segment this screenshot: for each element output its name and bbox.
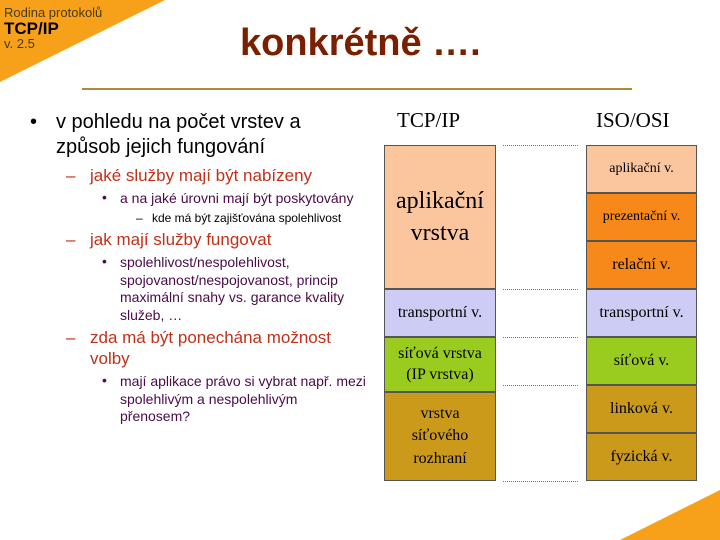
bullet-app-choice: • mají aplikace právo si vybrat např. mezi spolehlivým a nespolehlivým přenosem? xyxy=(26,373,366,426)
isoosi-layer-datalink-label: linková v. xyxy=(610,400,673,417)
tcpip-layer-network-label: síťová vrstva (IP vrstva) xyxy=(398,344,482,383)
isoosi-layer-presentation-label: prezentační v. xyxy=(602,209,681,224)
tcpip-layer-network xyxy=(384,337,496,392)
connector-line xyxy=(503,385,578,386)
slide-badge xyxy=(4,6,102,51)
bullet-how-services-work: – jak mají služby fungovat xyxy=(26,230,366,250)
tcpip-layer-link-label: vrstva síťového rozhraní xyxy=(411,404,469,467)
connector-line xyxy=(503,289,578,290)
slide-title: konkrétně …. xyxy=(240,22,481,64)
isoosi-layer-physical-label: fyzická v. xyxy=(610,448,673,465)
bullet-list xyxy=(26,110,366,429)
badge-name: Rodina protokolů xyxy=(4,5,103,20)
tcpip-layer-link xyxy=(384,392,496,481)
title-underline xyxy=(82,88,632,90)
tcpip-column-header: TCP/IP xyxy=(397,108,461,132)
isoosi-layer-application-label: aplikační v. xyxy=(609,161,674,176)
isoosi-layer-transport-label: transportní v. xyxy=(599,304,684,321)
tcpip-layer-application xyxy=(384,145,496,289)
isoosi-layer-network xyxy=(586,337,697,385)
isoosi-layer-presentation xyxy=(586,193,697,241)
isoosi-layer-datalink xyxy=(586,385,697,433)
connector-line xyxy=(503,145,578,146)
badge-protocol: TCP/IP xyxy=(4,18,59,38)
badge-version: v. 2.5 xyxy=(4,36,35,52)
isoosi-layer-transport xyxy=(586,289,697,337)
connector-line xyxy=(503,481,578,482)
bullet-service-level: • a na jaké úrovni mají být poskytovány xyxy=(26,190,366,208)
bullet-services-offered: – jaké služby mají být nabízeny xyxy=(26,166,366,186)
corner-decoration-bottom-right xyxy=(620,490,720,540)
connector-line xyxy=(503,337,578,338)
bullet-choice-option: – zda má být ponechána možnost volby xyxy=(26,328,366,369)
tcpip-layer-application-label: aplikační vrstva xyxy=(396,187,484,246)
isoosi-layer-session-label: relační v. xyxy=(612,256,671,273)
bullet-reliability-location: – kde má být zajišťována spolehlivost xyxy=(26,211,366,226)
isoosi-layer-physical xyxy=(586,433,697,481)
isoosi-layer-network-label: síťová v. xyxy=(613,352,670,369)
bullet-main: • v pohledu na počet vrstev a způsob jejich fungování xyxy=(26,110,366,160)
isoosi-layer-session xyxy=(586,241,697,289)
tcpip-layer-transport-label: transportní v. xyxy=(397,304,483,321)
tcpip-layer-transport xyxy=(384,289,496,337)
isoosi-column-header: ISO/OSI xyxy=(596,108,670,132)
isoosi-layer-application xyxy=(586,145,697,193)
bullet-service-properties: • spolehlivost/nespolehlivost, spojovanost/nespojovanost, princip maximální snahy vs. garance kvality služeb, … xyxy=(26,254,366,324)
